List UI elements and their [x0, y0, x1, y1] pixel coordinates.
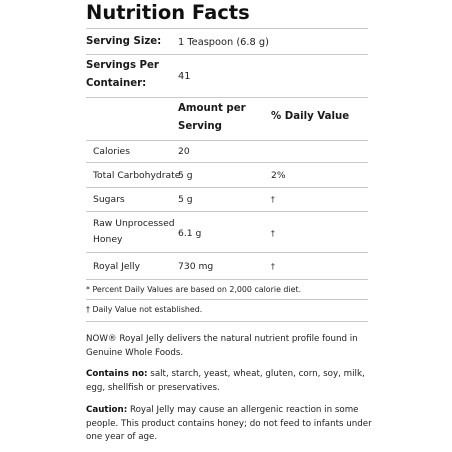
contains-no-text: salt, starch, yeast, wheat, gluten, corn, soy, milk, egg, shellfish or preservatives. [86, 369, 365, 393]
nutrient-calories: Calories [93, 146, 130, 157]
nutrition-facts-title: Nutrition Facts [86, 1, 250, 24]
divider [86, 140, 368, 141]
nutrient-raw-unprocessed-honey-line1: Raw Unprocessed [93, 218, 175, 229]
divider [86, 321, 368, 322]
caution-label: Caution: [86, 405, 128, 415]
contains-no-label: Contains no: [86, 369, 148, 379]
divider [86, 97, 368, 98]
nutrient-sugars: Sugars [93, 194, 125, 205]
product-description: NOW® Royal Jelly delivers the natural nutrient profile found in Genuine Whole Foods. [86, 334, 358, 358]
divider [86, 162, 368, 163]
caution-statement [86, 404, 376, 445]
daily-value-raw-unprocessed-honey: † [271, 229, 275, 238]
percent-daily-value-footnote: * Percent Daily Values are based on 2,000 calorie diet. [86, 285, 302, 294]
amount-total-carbohydrate: 5 g [178, 170, 193, 181]
amount-raw-unprocessed-honey: 6.1 g [178, 228, 202, 239]
serving-size-label: Serving Size: [86, 36, 162, 47]
divider [86, 54, 368, 55]
divider [86, 252, 368, 253]
divider [86, 279, 368, 280]
amount-calories: 20 [178, 146, 190, 157]
divider [86, 299, 368, 300]
daily-value-sugars: † [271, 195, 275, 204]
nutrient-total-carbohydrate: Total Carbohydrate [93, 170, 181, 181]
amount-royal-jelly: 730 mg [178, 261, 214, 272]
servings-per-container-value: 41 [178, 71, 191, 82]
divider [86, 211, 368, 212]
amount-per-serving-header-line2: Serving [178, 121, 222, 132]
amount-per-serving-header-line1: Amount per [178, 103, 246, 114]
servings-per-container-label-line1: Servings Per [86, 60, 159, 71]
amount-sugars: 5 g [178, 194, 193, 205]
caution-text: Royal Jelly may cause an allergenic reaction in some people. This product contains honey; do not feed to infants under one year of age. [86, 405, 372, 442]
servings-per-container-label-line2: Container: [86, 78, 147, 89]
daily-value-total-carbohydrate: 2% [271, 170, 286, 181]
divider [86, 28, 368, 29]
divider [86, 187, 368, 188]
nutrient-royal-jelly: Royal Jelly [93, 261, 141, 272]
serving-size-value: 1 Teaspoon (6.8 g) [178, 37, 269, 48]
daily-value-royal-jelly: † [271, 262, 275, 271]
daily-value-header: % Daily Value [271, 111, 350, 122]
nutrient-raw-unprocessed-honey-line2: Honey [93, 234, 123, 245]
daily-value-not-established-footnote: † Daily Value not established. [86, 305, 203, 314]
contains-no-statement [86, 368, 376, 395]
